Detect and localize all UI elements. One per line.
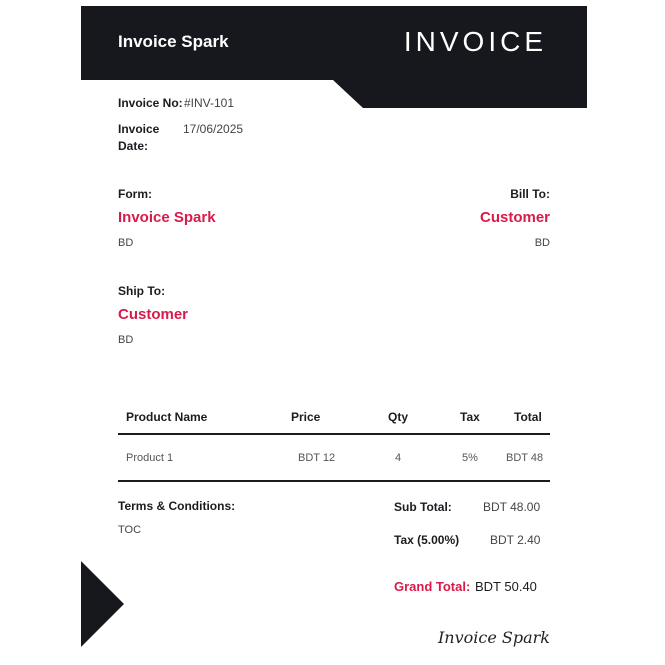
grand-total-label: Grand Total:: [394, 579, 471, 594]
cell-qty: 4: [395, 452, 402, 464]
tax-label: Tax (5.00%): [394, 533, 460, 547]
table-header-rule: [118, 433, 550, 435]
grand-total-value: BDT 50.40: [475, 579, 537, 594]
sub-total-label: Sub Total:: [394, 500, 452, 514]
ship-to-label: Ship To:: [118, 284, 166, 298]
decorative-triangle: [81, 561, 124, 647]
table-bottom-rule: [118, 480, 550, 482]
cell-price: BDT 12: [298, 452, 336, 464]
terms-text: TOC: [118, 524, 142, 536]
invoice-number: #INV-101: [184, 96, 235, 110]
col-header-price: Price: [291, 410, 321, 424]
col-header-tax: Tax: [460, 410, 480, 424]
header-notch-shape: [333, 80, 587, 108]
from-name: Invoice Spark: [118, 209, 216, 226]
invoice-number-label: Invoice No:: [118, 96, 183, 110]
from-country: BD: [118, 237, 134, 249]
cell-total: BDT 48: [506, 452, 544, 464]
bill-to-label: Bill To:: [510, 187, 550, 201]
col-header-total: Total: [514, 410, 542, 424]
invoice-date-label-line2: Date:: [118, 139, 149, 153]
invoice-date: 17/06/2025: [183, 122, 244, 136]
brand-name: Invoice Spark: [118, 32, 229, 51]
invoice-date-label-line1: Invoice: [118, 122, 160, 136]
cell-product: Product 1: [126, 452, 174, 464]
ship-to-name: Customer: [118, 306, 189, 323]
sub-total-value: BDT 48.00: [483, 500, 541, 514]
invoice-title: INVOICE: [403, 26, 547, 57]
col-header-qty: Qty: [388, 410, 409, 424]
invoice-page: [81, 6, 587, 657]
bill-to-name: Customer: [479, 209, 550, 226]
ship-to-country: BD: [118, 334, 134, 346]
invoice-header: [81, 6, 587, 80]
bill-to-country: BD: [534, 237, 550, 249]
col-header-product: Product Name: [126, 410, 208, 424]
terms-label: Terms & Conditions:: [118, 499, 236, 513]
signature: Invoice Spark: [437, 628, 550, 647]
from-label: Form:: [118, 187, 152, 201]
tax-value: BDT 2.40: [490, 533, 541, 547]
cell-tax: 5%: [462, 452, 478, 464]
